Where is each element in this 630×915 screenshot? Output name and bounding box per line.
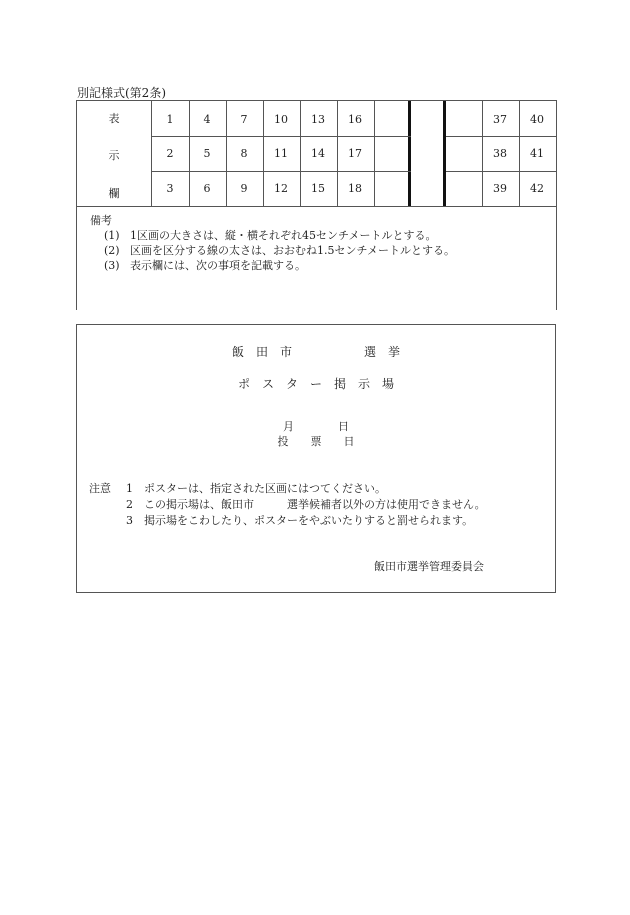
voting-day-line: 投 票 日 [277, 435, 355, 448]
section-number: 5 [203, 147, 211, 160]
section-number: 8 [240, 147, 248, 160]
caution-item [89, 481, 386, 497]
grid-line [374, 101, 375, 206]
row-label-3: 欄 [108, 187, 120, 200]
caution-text: 掲示場をこわしたり、ポスターをやぶいたりすると罰せられます。 [144, 514, 474, 527]
issuer-name: 飯田市選挙管理委員会 [374, 560, 484, 573]
grid-line [446, 171, 556, 172]
section-number: 10 [274, 113, 288, 126]
row-label-2: 示 [108, 149, 120, 162]
date-line: 月 日 [283, 420, 349, 433]
grid-line [446, 136, 556, 137]
grid-line [151, 171, 411, 172]
remark-item [104, 258, 306, 273]
section-number: 14 [311, 147, 325, 160]
remark-text: 1区画の大きさは、縦・横それぞれ45センチメートルとする。 [130, 229, 437, 242]
section-number: 3 [166, 182, 174, 195]
section-number: 16 [348, 113, 362, 126]
section-number: 4 [203, 113, 211, 126]
poster-board-title: ポ ス タ ー 掲 示 場 [237, 377, 394, 391]
caution-number: 1 [126, 482, 133, 495]
grid-line [151, 136, 411, 137]
section-number: 6 [203, 182, 211, 195]
section-number: 9 [240, 182, 248, 195]
remark-text: 表示欄には、次の事項を記載する。 [130, 259, 306, 272]
poster-grid-table [77, 101, 556, 207]
remark-number: (3) [104, 259, 120, 272]
caution-number: 2 [126, 498, 133, 511]
remark-item [104, 228, 437, 243]
grid-break-line [408, 101, 411, 206]
section-number: 40 [530, 113, 544, 126]
section-number: 2 [166, 147, 174, 160]
caution-label: 注意 [89, 482, 111, 495]
section-number: 37 [493, 113, 507, 126]
section-number: 7 [240, 113, 248, 126]
section-number: 18 [348, 182, 362, 195]
caution-item [89, 497, 486, 513]
remark-item [104, 243, 455, 258]
section-number: 12 [274, 182, 288, 195]
section-number: 41 [530, 147, 544, 160]
section-number: 17 [348, 147, 362, 160]
section-number: 11 [274, 147, 288, 160]
remark-text: 区画を区分する線の太さは、おおむね1.5センチメートルとする。 [130, 244, 456, 257]
section-number: 1 [166, 113, 174, 126]
section-number: 42 [530, 182, 544, 195]
poster-board-form [76, 100, 557, 310]
remark-number: (2) [104, 244, 120, 257]
caution-text: この掲示場は、飯田市 選挙候補者以外の方は使用できません。 [144, 498, 486, 511]
form-heading: 別記様式(第2条) [77, 86, 166, 100]
remark-number: (1) [104, 229, 120, 242]
section-number: 15 [311, 182, 325, 195]
section-number: 38 [493, 147, 507, 160]
grid-break-line [443, 101, 446, 206]
poster-display-sample [76, 324, 556, 593]
caution-number: 3 [126, 514, 133, 527]
caution-item [89, 513, 473, 529]
caution-text: ポスターは、指定された区画にはつてください。 [144, 482, 386, 495]
section-number: 13 [311, 113, 325, 126]
election-title: 飯 田 市 選 挙 [231, 345, 400, 359]
remarks-title: 備考 [90, 214, 112, 227]
row-label-1: 表 [108, 112, 120, 125]
section-number: 39 [493, 182, 507, 195]
